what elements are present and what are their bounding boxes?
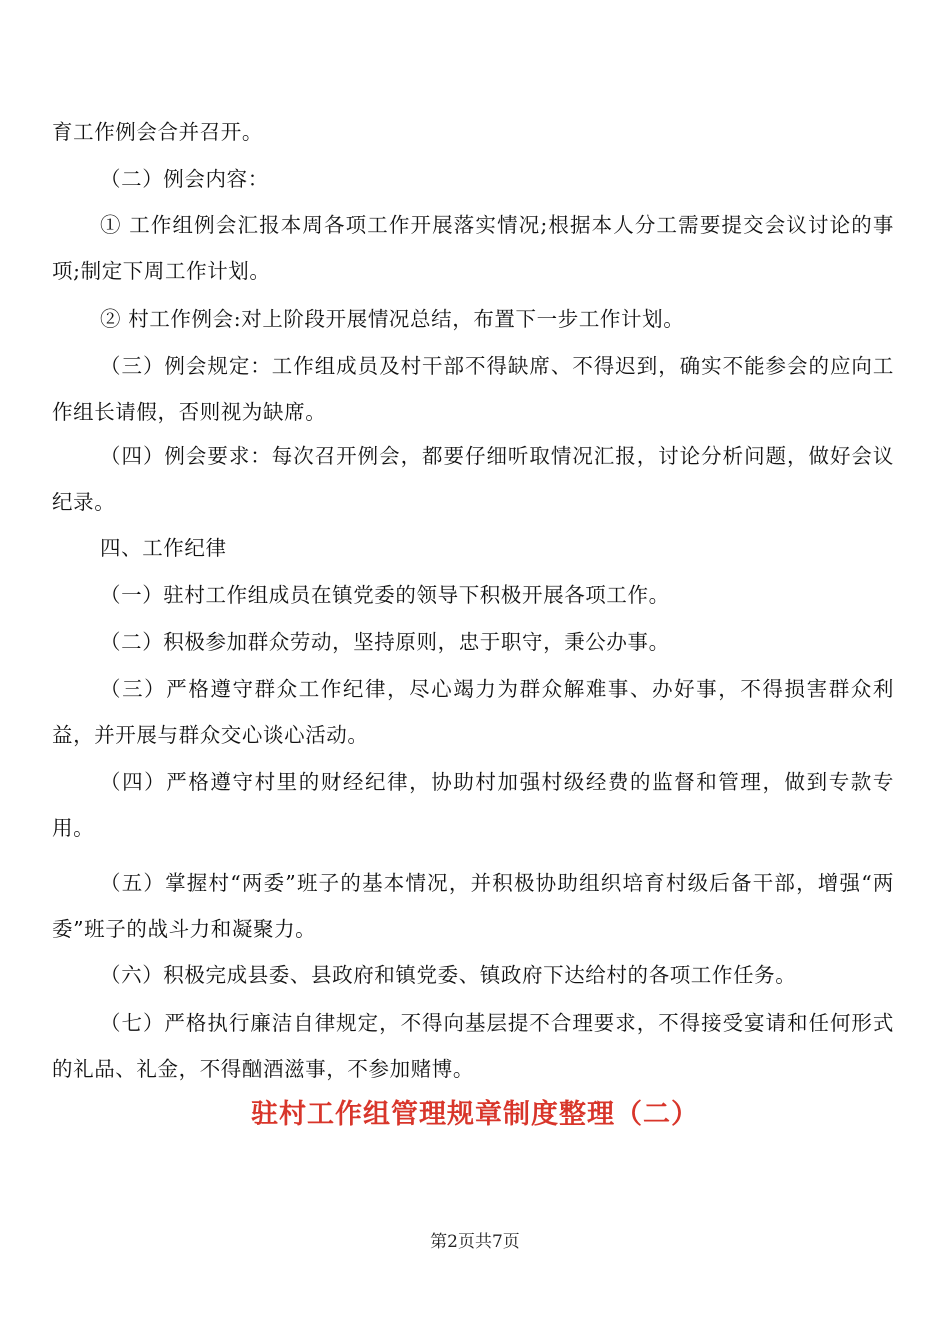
paragraph-continuation: 育工作例会合并召开。: [52, 120, 263, 144]
section-heading-work-discipline: 四、工作纪律: [100, 536, 227, 560]
paragraph-discipline-4: （四）严格遵守村里的财经纪律，协助村加强村级经费的监督和管理，做到专款专用。: [52, 770, 894, 840]
paragraph-meeting-content-item-1: ① 工作组例会汇报本周各项工作开展落实情况;根据本人分工需要提交会议讨论的事项;制定下周工作计划。: [52, 213, 894, 283]
paragraph-meeting-rules: （三）例会规定：工作组成员及村干部不得缺席、不得迟到，确实不能参会的应向工作组长请假，否则视为缺席。: [52, 354, 894, 424]
paragraph-discipline-1: （一）驻村工作组成员在镇党委的领导下积极开展各项工作。: [100, 583, 670, 607]
page-number-footer: 第2页共7页: [430, 1232, 520, 1252]
paragraph-discipline-5: （五）掌握村“两委”班子的基本情况，并积极协助组织培育村级后备干部，增强“两委”班子的战斗力和凝聚力。: [52, 871, 894, 941]
paragraph-meeting-content-heading: （二）例会内容：: [100, 167, 269, 191]
section-title: 驻村工作组管理规章制度整理（二）: [251, 1099, 699, 1130]
paragraph-discipline-3: （三）严格遵守群众工作纪律，尽心竭力为群众解难事、办好事，不得损害群众利益，并开展与群众交心谈心活动。: [52, 677, 894, 747]
paragraph-discipline-6: （六）积极完成县委、县政府和镇党委、镇政府下达给村的各项工作任务。: [100, 963, 797, 987]
paragraph-discipline-7: （七）严格执行廉洁自律规定，不得向基层提不合理要求，不得接受宴请和任何形式的礼品、礼金，不得酗酒滋事，不参加赌博。: [52, 1011, 894, 1081]
paragraph-meeting-requirements: （四）例会要求：每次召开例会，都要仔细听取情况汇报，讨论分析问题，做好会议纪录。: [52, 444, 894, 514]
paragraph-meeting-content-item-2: ② 村工作例会:对上阶段开展情况总结，布置下一步工作计划。: [100, 307, 685, 331]
paragraph-discipline-2: （二）积极参加群众劳动，坚持原则，忠于职守，秉公办事。: [100, 630, 670, 654]
